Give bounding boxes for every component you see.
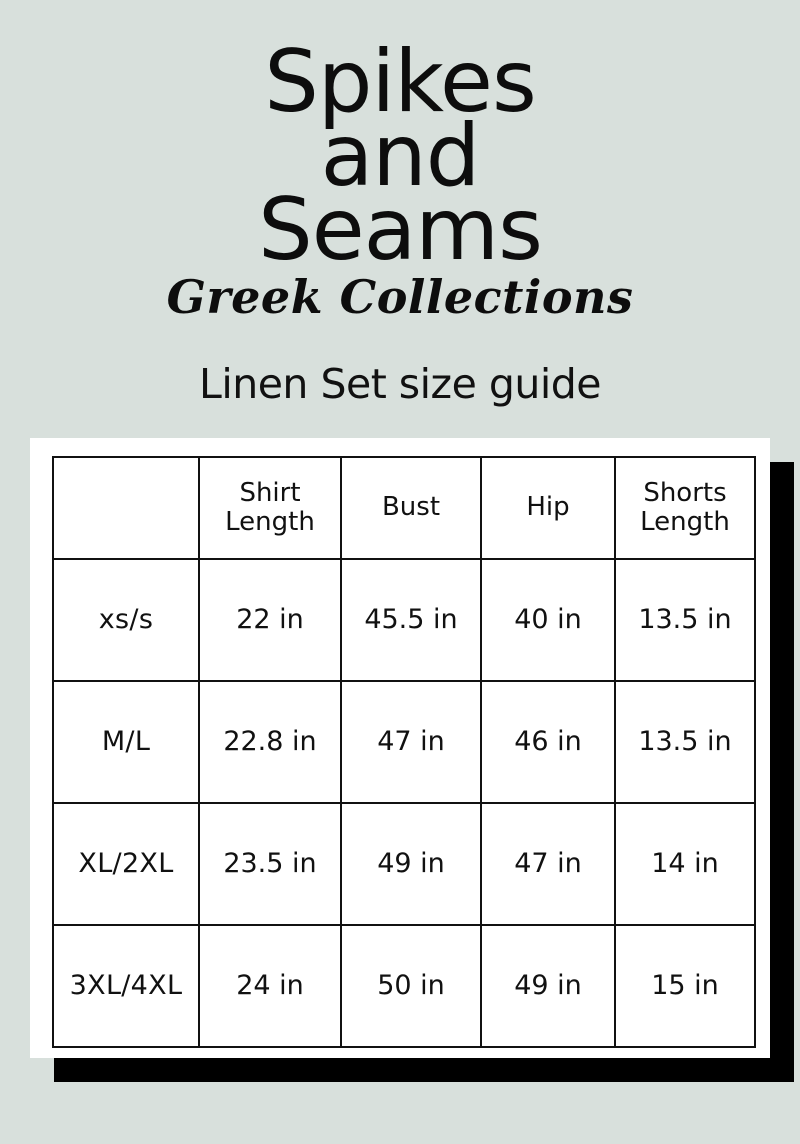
brand-tagline: Greek Collections: [166, 269, 634, 324]
brand-name-line-1: Spikes: [264, 32, 536, 132]
cell-bust: 45.5 in: [341, 559, 481, 681]
table-row: [53, 925, 755, 1047]
cell-bust: 47 in: [341, 681, 481, 803]
size-chart-table: [52, 456, 756, 1048]
cell-bust: 49 in: [341, 803, 481, 925]
row-size-label: 3XL/4XL: [53, 925, 199, 1047]
cell-shirt-length: 22 in: [199, 559, 341, 681]
cell-shirt-length: 23.5 in: [199, 803, 341, 925]
cell-hip: 40 in: [481, 559, 615, 681]
table-header-shirt-length: Shirt Length: [199, 457, 341, 559]
row-size-label: xs/s: [53, 559, 199, 681]
cell-shorts-length: 14 in: [615, 803, 755, 925]
table-header-hip: Hip: [481, 457, 615, 559]
cell-hip: 47 in: [481, 803, 615, 925]
brand-name-line-2: and: [320, 105, 480, 206]
page-title: Linen Set size guide: [198, 359, 601, 408]
cell-shirt-length: 24 in: [199, 925, 341, 1047]
brand-header: [0, 0, 800, 324]
cell-shorts-length: 13.5 in: [615, 559, 755, 681]
brand-name-line-3: Seams: [258, 179, 542, 280]
table-header-shorts-length: Shorts Length: [615, 457, 755, 559]
table-row: [53, 803, 755, 925]
row-size-label: M/L: [53, 681, 199, 803]
cell-shorts-length: 13.5 in: [615, 681, 755, 803]
size-table-card-wrap: [30, 438, 770, 1058]
cell-hip: 46 in: [481, 681, 615, 803]
cell-shorts-length: 15 in: [615, 925, 755, 1047]
row-size-label: XL/2XL: [53, 803, 199, 925]
size-table-card: [30, 438, 770, 1058]
cell-bust: 50 in: [341, 925, 481, 1047]
cell-hip: 49 in: [481, 925, 615, 1047]
table-header-bust: Bust: [341, 457, 481, 559]
cell-shirt-length: 22.8 in: [199, 681, 341, 803]
table-header-corner: [53, 457, 199, 559]
table-header-row: [53, 457, 755, 559]
table-row: [53, 559, 755, 681]
table-row: [53, 681, 755, 803]
